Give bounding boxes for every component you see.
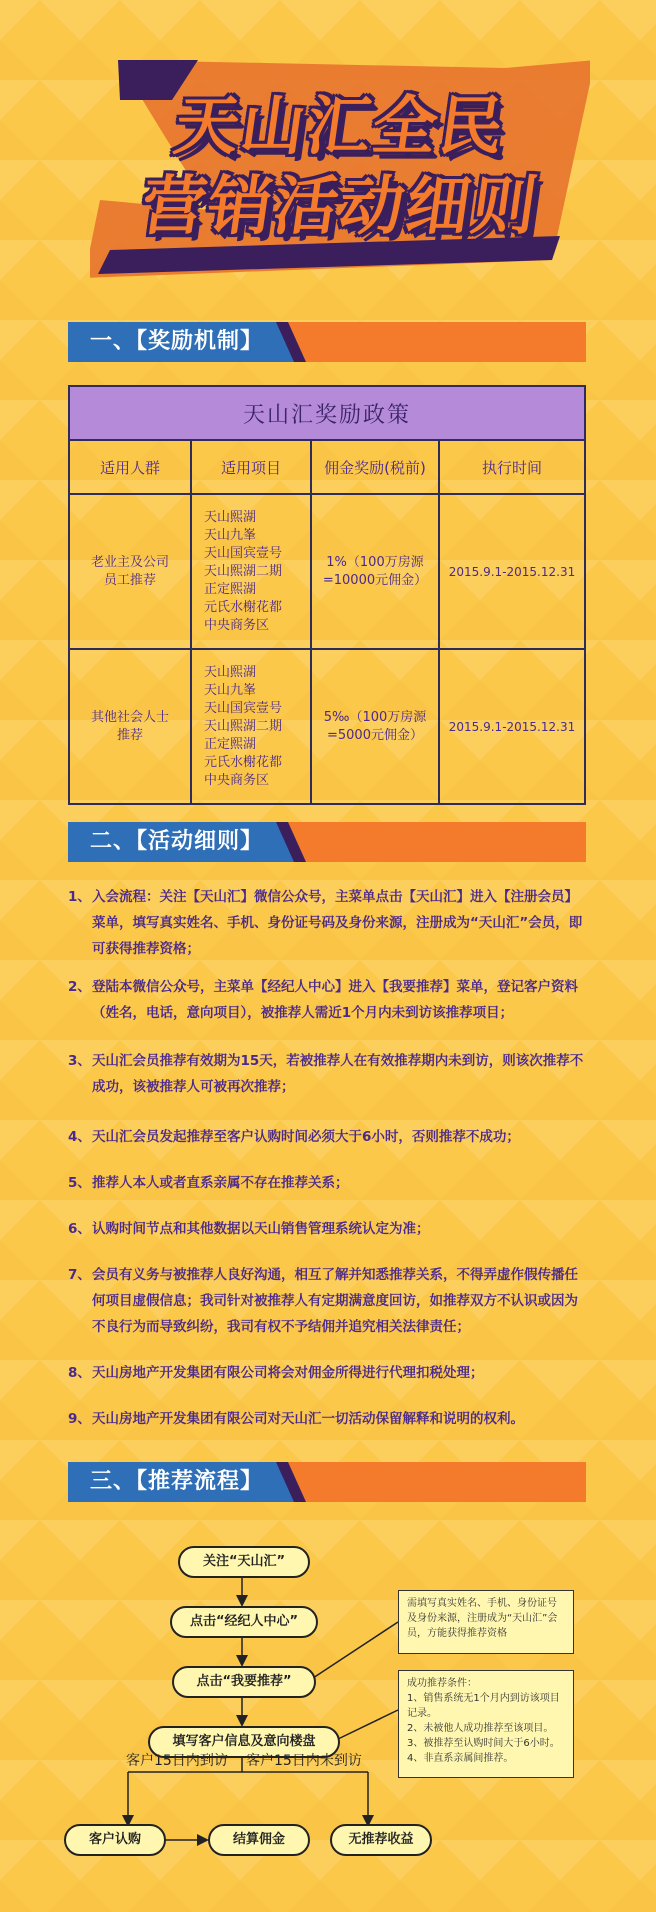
rule-number: 2、 [68, 979, 91, 995]
row-period: 2015.9.1-2015.12.31 [439, 649, 585, 804]
flow-fill-info-node: 填写客户信息及意向楼盘 [148, 1726, 340, 1758]
table-row [69, 494, 585, 649]
flow-follow-node: 关注“天山汇” [178, 1546, 310, 1578]
project-item: 天山国宾壹号 [204, 700, 283, 716]
rule-text: 天山房地产开发集团有限公司将会对佣金所得进行代理扣税处理； [92, 1365, 484, 1381]
group-text: 其他社会人士推荐 [90, 709, 169, 743]
group-text: 老业主及公司员工推荐 [90, 554, 169, 588]
conditions-title: 成功推荐条件： [407, 1678, 477, 1689]
list-item [68, 1262, 588, 1340]
flow-settle-node: 结算佣金 [208, 1824, 310, 1856]
row-group [69, 494, 191, 649]
flow-recommend-node: 点击“我要推荐” [172, 1666, 316, 1698]
project-item: 天山熙湖二期 [204, 718, 283, 734]
list-item [68, 974, 588, 1026]
list-item [68, 1170, 588, 1196]
rule-number: 8、 [68, 1365, 91, 1381]
flow-no-income-node: 无推荐收益 [330, 1824, 432, 1856]
condition-item: 3、被推荐至认购时间大于6小时。 [407, 1738, 560, 1749]
row-projects [191, 649, 311, 804]
condition-item: 4、非直系亲属间推荐。 [407, 1753, 514, 1764]
header-group: 适用人群 [69, 440, 191, 494]
row-commission: 1%（100万房源=10000元佣金） [311, 494, 439, 649]
condition-item: 1、销售系统无1个月内到访该项目记录。 [407, 1693, 560, 1719]
project-item: 天山熙湖 [204, 509, 257, 525]
rule-number: 3、 [68, 1053, 91, 1069]
project-item: 天山熙湖 [204, 664, 257, 680]
section-header-reward [68, 322, 586, 362]
policy-header-row [69, 440, 585, 494]
rule-number: 5、 [68, 1175, 91, 1191]
flow-subscribe-node: 客户认购 [64, 1824, 166, 1856]
list-item [68, 1406, 588, 1432]
rule-text: 登陆本微信公众号，主菜单【经纪人中心】进入【我要推荐】菜单，登记客户资料（姓名，电话，意向项目），被推荐人需近1个月内未到访该推荐项目； [92, 979, 578, 1021]
row-period: 2015.9.1-2015.12.31 [439, 494, 585, 649]
flow-agent-center-node: 点击“经纪人中心” [170, 1606, 318, 1638]
title-line-2: 营销活动细则 [136, 170, 544, 244]
header-period: 执行时间 [439, 440, 585, 494]
row-commission: 5‰（100万房源=5000元佣金） [311, 649, 439, 804]
policy-table [68, 385, 586, 805]
rule-number: 6、 [68, 1221, 91, 1237]
rule-text: 天山房地产开发集团有限公司对天山汇一切活动保留解释和说明的权利。 [92, 1411, 524, 1427]
rule-text: 入会流程：关注【天山汇】微信公众号，主菜单点击【天山汇】进入【注册会员】菜单，填写真实姓名、手机、身份证号码及身份来源，注册成为“天山汇”会员，即可获得推荐资格； [92, 889, 583, 957]
project-item: 元氏水榭花都 [204, 754, 283, 770]
flow-visited-label: 客户15日内到访 [126, 1753, 228, 1769]
policy-caption: 天山汇奖励政策 [69, 386, 585, 440]
project-item: 元氏水榭花都 [204, 599, 283, 615]
title-banner [90, 60, 590, 285]
project-item: 天山熙湖二期 [204, 563, 283, 579]
rule-number: 7、 [68, 1267, 91, 1283]
rule-text: 推荐人本人或者直系亲属不存在推荐关系； [92, 1175, 349, 1191]
registration-note: 需填写真实姓名、手机、身份证号及身份来源，注册成为“天山汇”会员，方能获得推荐资格 [398, 1590, 574, 1654]
project-item: 正定熙湖 [204, 736, 257, 752]
rule-text: 会员有义务与被推荐人良好沟通，相互了解并知悉推荐关系，不得弄虚作假传播任何项目虚假信息；我司针对被推荐人有定期满意度回访，如推荐双方不认识或因为不良行为而导致纠纷，我司有权不予结佣并追究相关法律责任； [92, 1267, 578, 1335]
project-item: 天山九峯 [204, 527, 257, 543]
table-row [69, 649, 585, 804]
list-item [68, 1124, 588, 1150]
section-header-rules [68, 822, 586, 862]
list-item [68, 884, 588, 962]
row-projects [191, 494, 311, 649]
section-title-rules: 二、【活动细则】 [90, 829, 264, 854]
header-commission: 佣金奖励(税前) [311, 440, 439, 494]
rule-number: 9、 [68, 1411, 91, 1427]
section-header-flow [68, 1462, 586, 1502]
rule-text: 认购时间节点和其他数据以天山销售管理系统认定为准； [92, 1221, 430, 1237]
rule-number: 1、 [68, 889, 91, 905]
row-group [69, 649, 191, 804]
project-item: 天山九峯 [204, 682, 257, 698]
project-item: 中央商务区 [204, 617, 270, 633]
condition-item: 2、未被他人成功推荐至该项目。 [407, 1723, 554, 1734]
section-title-flow: 三、【推荐流程】 [90, 1469, 264, 1494]
rule-text: 天山汇会员推荐有效期为15天，若被推荐人在有效推荐期内未到访，则该次推荐不成功，该被推荐人可被再次推荐； [92, 1053, 584, 1095]
project-item: 正定熙湖 [204, 581, 257, 597]
success-conditions-note [398, 1670, 574, 1778]
list-item [68, 1360, 588, 1386]
list-item [68, 1216, 588, 1242]
flow-not-visited-label: 客户15日内未到访 [246, 1753, 362, 1769]
header-project: 适用项目 [191, 440, 311, 494]
title-line-1: 天山汇全民 [169, 90, 511, 164]
list-item [68, 1048, 588, 1100]
project-item: 天山国宾壹号 [204, 545, 283, 561]
project-item: 中央商务区 [204, 772, 270, 788]
rule-number: 4、 [68, 1129, 91, 1145]
rule-text: 天山汇会员发起推荐至客户认购时间必须大于6小时，否则推荐不成功； [92, 1129, 520, 1145]
section-title-reward: 一、【奖励机制】 [90, 329, 264, 354]
